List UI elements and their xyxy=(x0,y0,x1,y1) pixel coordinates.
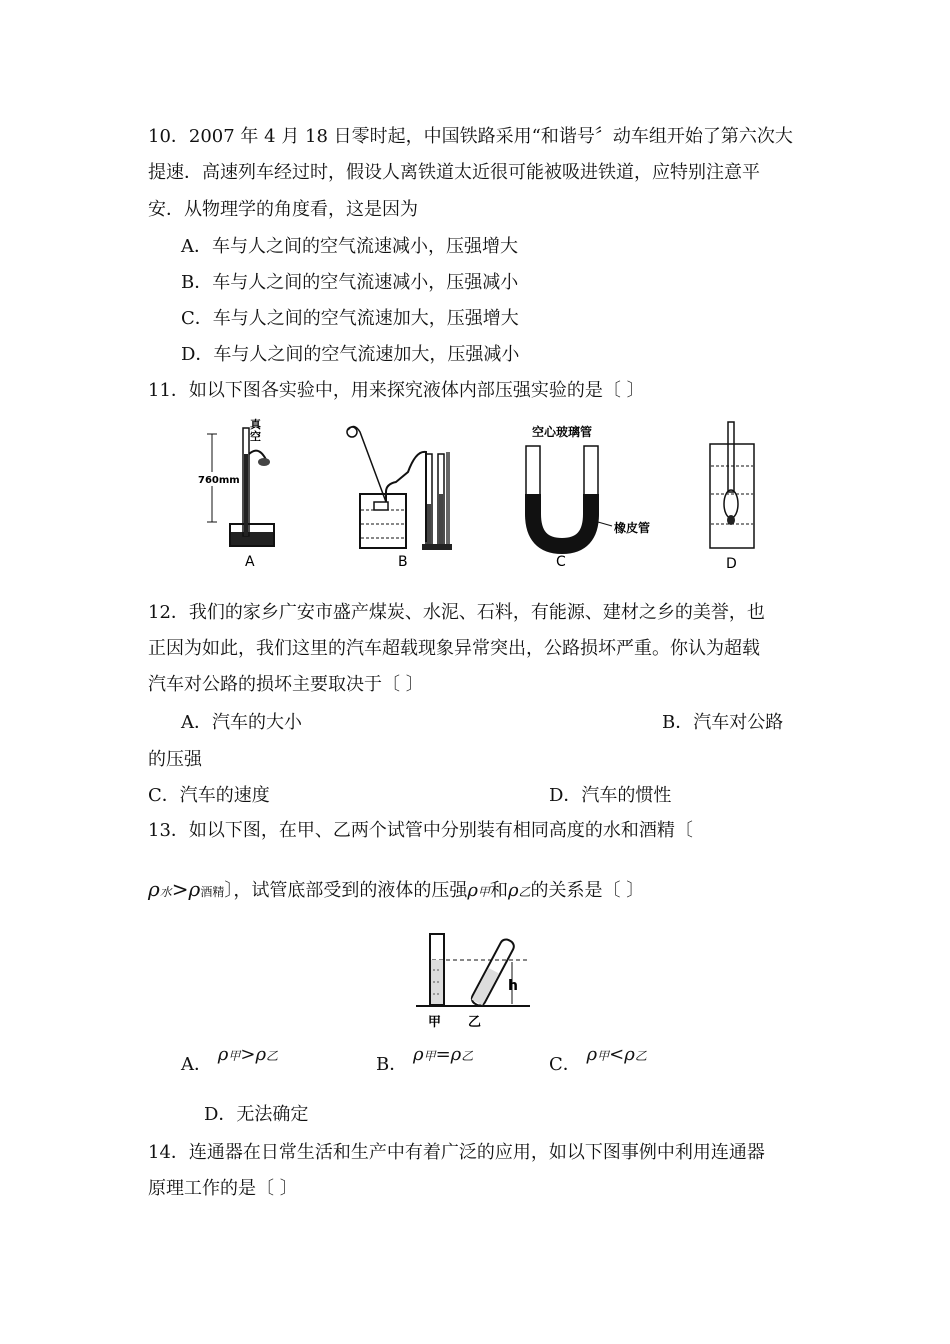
q10-option-c: C．车与人之间的空气流速加大，压强增大 xyxy=(181,308,519,329)
q13-mid-text: 〕，试管底部受到的液体的压强 xyxy=(224,880,468,901)
q10-option-a: A．车与人之间的空气流速减小，压强增大 xyxy=(181,236,518,257)
figure-d-densimeter xyxy=(710,422,754,572)
vacuum-label-2: 空 xyxy=(250,430,261,443)
q12-option-c: C．汽车的速度 xyxy=(148,785,270,806)
rho-symbol: ρ xyxy=(624,1044,635,1065)
option-b-label: B． xyxy=(376,1054,408,1075)
rubber-tube-label: 橡皮管 xyxy=(614,521,651,535)
water-sub: 水 xyxy=(159,885,172,899)
rho-symbol: ρ xyxy=(507,880,519,901)
q12-option-d: D．汽车的惯性 xyxy=(549,785,672,806)
tube-jia-label: 甲 xyxy=(428,1015,442,1030)
jia-sub: 甲 xyxy=(477,885,490,899)
q12-option-b-cont: 的压强 xyxy=(148,749,202,770)
jia-sub: 甲 xyxy=(597,1049,610,1063)
q13-test-tube-figure xyxy=(412,928,536,1032)
q10-line-1: 10．2007 年 4 月 18 日零时起，中国铁路采用“和谐号〞动车组开始了第六次大 xyxy=(148,126,793,147)
rho-symbol: ρ xyxy=(148,877,160,901)
yi-sub: 乙 xyxy=(461,1049,474,1063)
rho-symbol: ρ xyxy=(255,1044,267,1065)
q12-option-b: B．汽车对公路 xyxy=(662,712,784,733)
rho-symbol: ρ xyxy=(217,1044,229,1065)
yi-sub: 乙 xyxy=(634,1049,647,1063)
tube-yi-label: 乙 xyxy=(468,1015,482,1030)
q13-option-a xyxy=(181,1044,279,1079)
q11-figures xyxy=(190,414,770,579)
height-label: 760mm xyxy=(198,475,240,486)
yi-sub: 乙 xyxy=(266,1049,279,1063)
figure-c-label: C xyxy=(556,554,566,570)
q13-line-1: 13．如以下图，在甲、乙两个试管中分别装有相同高度的水和酒精〔 xyxy=(148,820,693,841)
q14-line-1: 14．连通器在日常生活和生产中有着广泛的应用，如以下图事例中利用连通器 xyxy=(148,1142,765,1163)
rho-symbol: ρ xyxy=(188,877,201,901)
q12-line-1: 12．我们的家乡广安市盛产煤炭、水泥、石料，有能源、建材之乡的美誉，也 xyxy=(148,602,765,623)
figure-a-label: A xyxy=(245,554,255,570)
gt-sign: > xyxy=(171,877,189,901)
rho-symbol: ρ xyxy=(450,1044,462,1065)
q14-line-2: 原理工作的是〔 〕 xyxy=(148,1178,298,1199)
q10-line-2: 提速．高速列车经过时，假设人离铁道太近很可能被吸进铁道，应特别注意平 xyxy=(148,162,760,183)
figure-a-torricelli xyxy=(198,417,274,570)
rho-symbol: ρ xyxy=(467,880,478,901)
q13-end-text: 的关系是〔 〕 xyxy=(530,880,645,901)
hollow-tube-label: 空心玻璃管 xyxy=(532,425,593,439)
q10-line-3: 安．从物理学的角度看，这是因为 xyxy=(148,199,418,220)
gt-sign: > xyxy=(240,1044,256,1065)
q10-option-b: B．车与人之间的空气流速减小，压强减小 xyxy=(181,272,519,293)
vacuum-label-1: 真 xyxy=(250,418,261,431)
q12-line-2: 正因为如此，我们这里的汽车超载现象异常突出，公路损坏严重。你认为超载 xyxy=(148,638,760,659)
figure-d-label: D xyxy=(726,556,737,572)
figure-b-manometer xyxy=(347,426,452,570)
q12-line-3: 汽车对公路的损坏主要取决于〔 〕 xyxy=(148,674,424,695)
rho-symbol: ρ xyxy=(586,1044,598,1065)
option-c-label: C． xyxy=(549,1054,581,1075)
eq-sign: = xyxy=(435,1044,451,1065)
alcohol-sub: 酒精 xyxy=(200,885,225,899)
q11-stem: 11．如以下图各实验中，用来探究液体内部压强实验的是〔 〕 xyxy=(148,380,645,401)
q13-option-d: D．无法确定 xyxy=(204,1104,309,1125)
q13-option-c xyxy=(549,1044,647,1079)
q10-option-d: D．车与人之间的空气流速加大，压强减小 xyxy=(181,344,520,365)
q13-option-b xyxy=(376,1044,474,1079)
jia-sub: 甲 xyxy=(228,1049,241,1063)
figure-b-label: B xyxy=(398,554,408,570)
and-text: 和 xyxy=(489,880,508,901)
lt-sign: < xyxy=(609,1044,625,1065)
rho-symbol: ρ xyxy=(412,1044,424,1065)
yi-sub: 乙 xyxy=(518,885,531,899)
q12-option-a: A．汽车的大小 xyxy=(181,712,302,733)
q13-line-2 xyxy=(148,876,644,905)
figure-c-u-tube xyxy=(526,424,650,570)
jia-sub: 甲 xyxy=(423,1049,436,1063)
option-a-label: A． xyxy=(181,1054,212,1075)
height-h-label: h xyxy=(508,978,518,994)
